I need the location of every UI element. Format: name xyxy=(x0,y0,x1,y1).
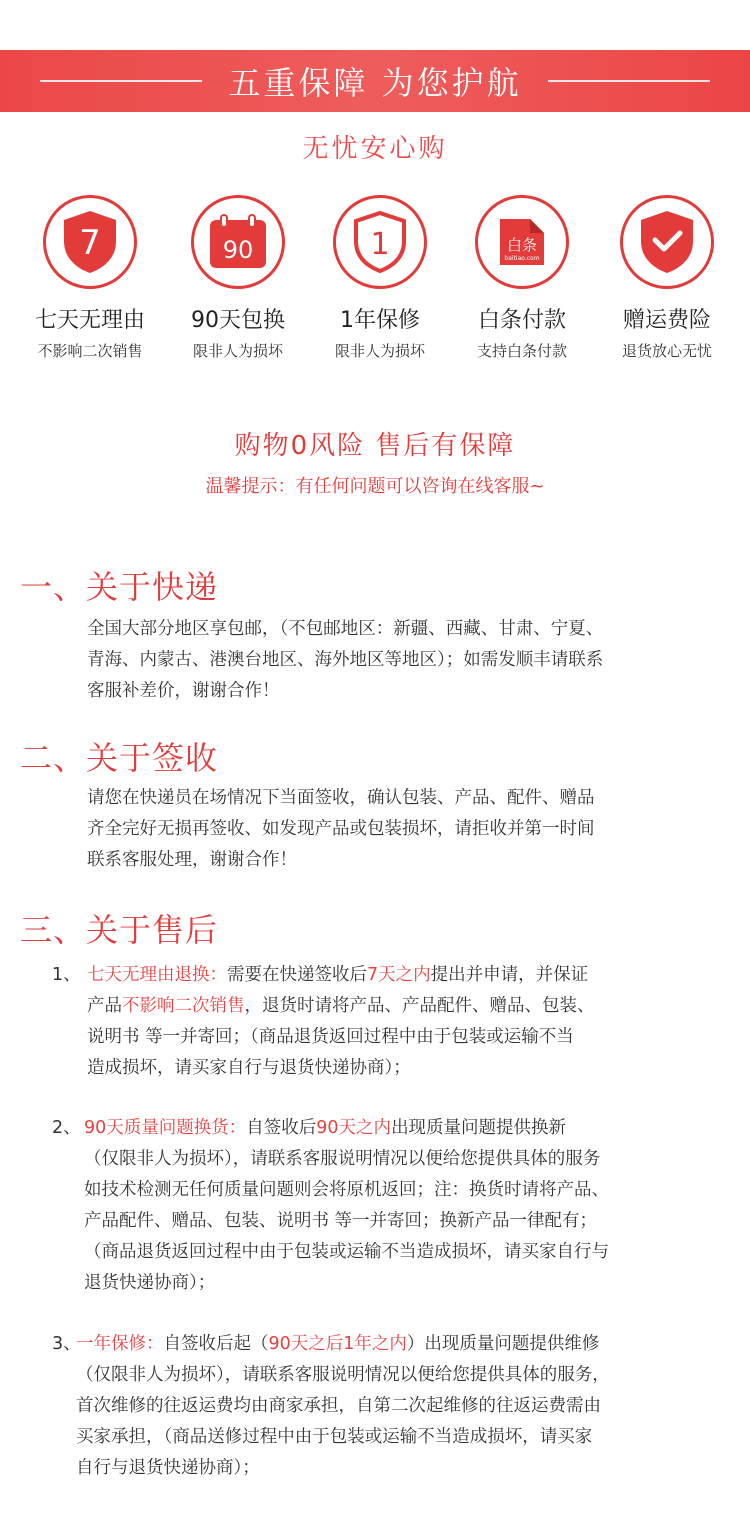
calendar-text: 90 xyxy=(222,236,254,264)
calendar-icon xyxy=(207,213,269,271)
header-banner xyxy=(0,50,750,112)
tip-text: 温馨提示：有任何问题可以咨询在线客服~ xyxy=(205,476,545,497)
item-segment: 自签收后 xyxy=(246,1118,317,1138)
highlight-text: 90天之后1年之内 xyxy=(268,1334,407,1354)
banner-right-line xyxy=(548,80,710,82)
shield-seven-icon xyxy=(61,209,119,275)
section-title-delivery: 一、关于快递 xyxy=(20,568,219,606)
item-segment: 退货快递协商）； xyxy=(84,1273,216,1293)
shield-outline-icon xyxy=(352,210,408,274)
item-line xyxy=(76,1453,610,1484)
item-segment: 出现质量问题提供换新 xyxy=(391,1118,567,1138)
item-line xyxy=(84,1268,609,1299)
item-segment: ，退货时请将产品、产品配件、赠品、包装、 xyxy=(244,996,595,1016)
feature-seven-days xyxy=(15,195,165,361)
feature-icon-circle xyxy=(620,195,714,289)
item-segment: 造成损坏，请买家自行与退货快递协商）； xyxy=(87,1058,411,1078)
item-text xyxy=(87,960,595,1084)
feature-title: 七天无理由 xyxy=(34,308,145,333)
feature-subtitle: 限非人为损坏 xyxy=(334,342,425,360)
promise-title: 购物0风险 售后有保障 xyxy=(234,431,516,461)
feature-icon-circle xyxy=(475,195,569,289)
item-segment: 如技术检测无任何质量问题则会将原机返回；注：换货时请将产品、 xyxy=(84,1180,609,1200)
highlight-text: 七天无理由退换： xyxy=(87,965,227,985)
section-body-signing xyxy=(87,783,727,876)
item-segment: （商品退货返回过程中由于包装或运输不当造成损坏，请买家自行与 xyxy=(84,1242,609,1262)
item-line xyxy=(87,960,595,991)
highlight-text: 一年保修： xyxy=(76,1334,164,1354)
baitiao-logo-icon xyxy=(492,213,552,271)
body-line: 青海、内蒙古、港澳台地区、海外地区等地区）；如需发顺丰请联系 xyxy=(87,650,604,670)
item-segment: ）出现质量问题提供维修 xyxy=(406,1334,600,1354)
item-line xyxy=(87,1053,595,1084)
item-line xyxy=(76,1422,610,1453)
item-segment: 说明书 等一并寄回；（商品退货返回过程中由于包装或运输不当 xyxy=(87,1027,574,1047)
shield-seven-text: 7 xyxy=(79,223,101,263)
item-line xyxy=(87,1022,595,1053)
section-body-delivery xyxy=(87,614,727,707)
item-segment: 自行与退货快递协商）； xyxy=(76,1458,260,1478)
feature-icon-circle xyxy=(43,195,137,289)
feature-icon-circle xyxy=(191,195,285,289)
feature-title: 90天包换 xyxy=(191,308,285,333)
feature-shipping-insurance xyxy=(592,195,742,361)
feature-subtitle: 限非人为损坏 xyxy=(192,342,283,360)
item-segment: （仅限非人为损坏），请联系客服说明情况以便给您提供具体的服务 xyxy=(84,1149,601,1169)
feature-ninety-days xyxy=(163,195,313,361)
guarantee-features xyxy=(0,195,750,365)
feature-icon-circle xyxy=(333,195,427,289)
feature-title: 赠运费险 xyxy=(622,308,711,333)
item-number: 3、 xyxy=(52,1334,81,1354)
feature-subtitle: 支持白条付款 xyxy=(476,342,567,360)
body-line: 齐全完好无损再签收、如发现产品或包装损坏，请拒收并第一时间 xyxy=(87,819,595,839)
item-line xyxy=(84,1144,609,1175)
highlight-text: 不影响二次销售 xyxy=(122,996,245,1016)
item-segment: （仅限非人为损坏），请联系客服说明情况以便给您提供具体的服务， xyxy=(76,1365,610,1385)
item-segment: 买家承担，（商品送修过程中由于包装或运输不当造成损坏，请买家 xyxy=(76,1427,593,1447)
feature-subtitle: 不影响二次销售 xyxy=(37,342,143,360)
feature-baitiao xyxy=(447,195,597,361)
item-line xyxy=(84,1175,609,1206)
feature-title: 1年保修 xyxy=(340,308,420,333)
body-line: 客服补差价，谢谢合作！ xyxy=(87,681,280,701)
item-segment: 自签收后起（ xyxy=(163,1334,269,1354)
shield-check-icon xyxy=(638,209,696,275)
body-line: 请您在快递员在场情况下当面签收，确认包装、产品、配件、赠品 xyxy=(87,788,595,808)
banner-left-line xyxy=(40,80,202,82)
body-line: 全国大部分地区享包邮，（不包邮地区：新疆、西藏、甘肃、宁夏、 xyxy=(87,619,604,639)
item-text xyxy=(84,1113,609,1299)
item-segment: 需要在快递签收后 xyxy=(227,965,367,985)
feature-subtitle: 退货放心无忧 xyxy=(621,342,712,360)
item-segment: 产品配件、赠品、包装、说明书 等一并寄回；换新产品一律配有； xyxy=(84,1211,598,1231)
item-number: 1、 xyxy=(52,965,81,985)
item-number: 2、 xyxy=(52,1118,81,1138)
item-line xyxy=(76,1360,610,1391)
item-line xyxy=(76,1391,610,1422)
slogan: 无忧安心购 xyxy=(302,134,448,164)
baitiao-text: 白条 xyxy=(506,236,538,254)
item-line xyxy=(87,991,595,1022)
section-title-aftersales: 三、关于售后 xyxy=(20,911,219,949)
item-segment: 首次维修的往返运费均由商家承担，自第二次起维修的往返运费需由 xyxy=(76,1396,601,1416)
baitiao-subtext: baitiao.com xyxy=(504,255,540,262)
feature-one-year xyxy=(305,195,455,361)
highlight-text: 7天之内 xyxy=(367,965,431,985)
item-segment: 提出并申请，并保证 xyxy=(430,965,589,985)
item-line xyxy=(84,1237,609,1268)
body-line: 联系客服处理，谢谢合作！ xyxy=(87,850,297,870)
item-text xyxy=(76,1329,610,1484)
item-line xyxy=(84,1206,609,1237)
banner-title: 五重保障 为您护航 xyxy=(228,64,522,102)
section-title-signing: 二、关于签收 xyxy=(20,739,219,777)
item-line xyxy=(84,1113,609,1144)
shield-outline-text: 1 xyxy=(370,227,390,262)
item-line xyxy=(76,1329,610,1360)
highlight-text: 90天质量问题换货： xyxy=(84,1118,247,1138)
item-segment: 产品 xyxy=(87,996,122,1016)
highlight-text: 90天之内 xyxy=(316,1118,392,1138)
feature-title: 白条付款 xyxy=(477,308,566,333)
